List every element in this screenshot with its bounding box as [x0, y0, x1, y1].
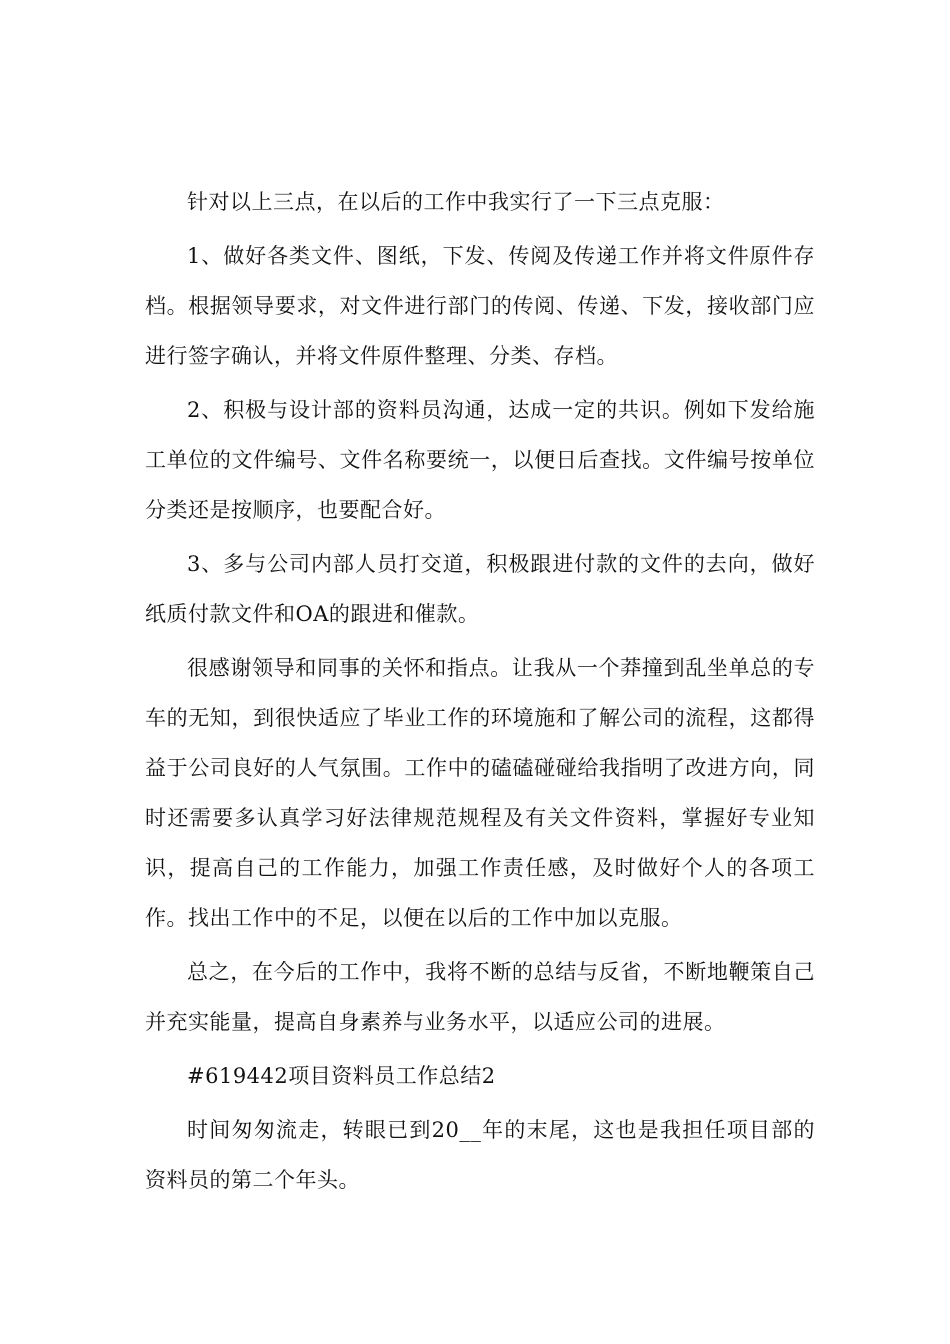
paragraph-intro: 针对以上三点，在以后的工作中我实行了一下三点克服：: [187, 190, 725, 214]
paragraph-point-1: 1、做好各类文件、图纸，下发、传阅及传递工作并将文件原件存档。根据领导要求，对文件进行部门的传阅、传递、下发，接收部门应进行签字确认，并将文件原件整理、分类、存档。: [145, 244, 815, 368]
section-heading: #619442项目资料员工作总结2: [187, 1064, 496, 1088]
paragraph-thanks: 很感谢领导和同事的关怀和指点。让我从一个莽撞到乱坐单总的专车的无知，到很快适应了毕业工作的环境施和了解公司的流程，这都得益于公司良好的人气氛围。工作中的磕磕碰碰给我指明了改进方向，同时还需要多认真学习好法律规范规程及有关文件资料，掌握好专业知识，提高自己的工作能力，加强工作责任感，及时做好个人的各项工作。找出工作中的不足，以便在以后的工作中加以克服。: [145, 656, 815, 930]
paragraph-conclusion: 总之，在今后的工作中，我将不断的总结与反省，不断地鞭策自己并充实能量，提高自身素养与业务水平，以适应公司的进展。: [145, 960, 815, 1034]
document-body: [145, 177, 815, 1209]
paragraph-point-2: 2、积极与设计部的资料员沟通，达成一定的共识。例如下发给施工单位的文件编号、文件名称要统一，以便日后查找。文件编号按单位分类还是按顺序，也要配合好。: [145, 398, 815, 522]
paragraph-section-intro: 时间匆匆流走，转眼已到20__年的末尾，这也是我担任项目部的资料员的第二个年头。: [145, 1118, 815, 1192]
paragraph-point-3: 3、多与公司内部人员打交道，积极跟进付款的文件的去向，做好纸质付款文件和OA的跟进和催款。: [145, 552, 815, 626]
